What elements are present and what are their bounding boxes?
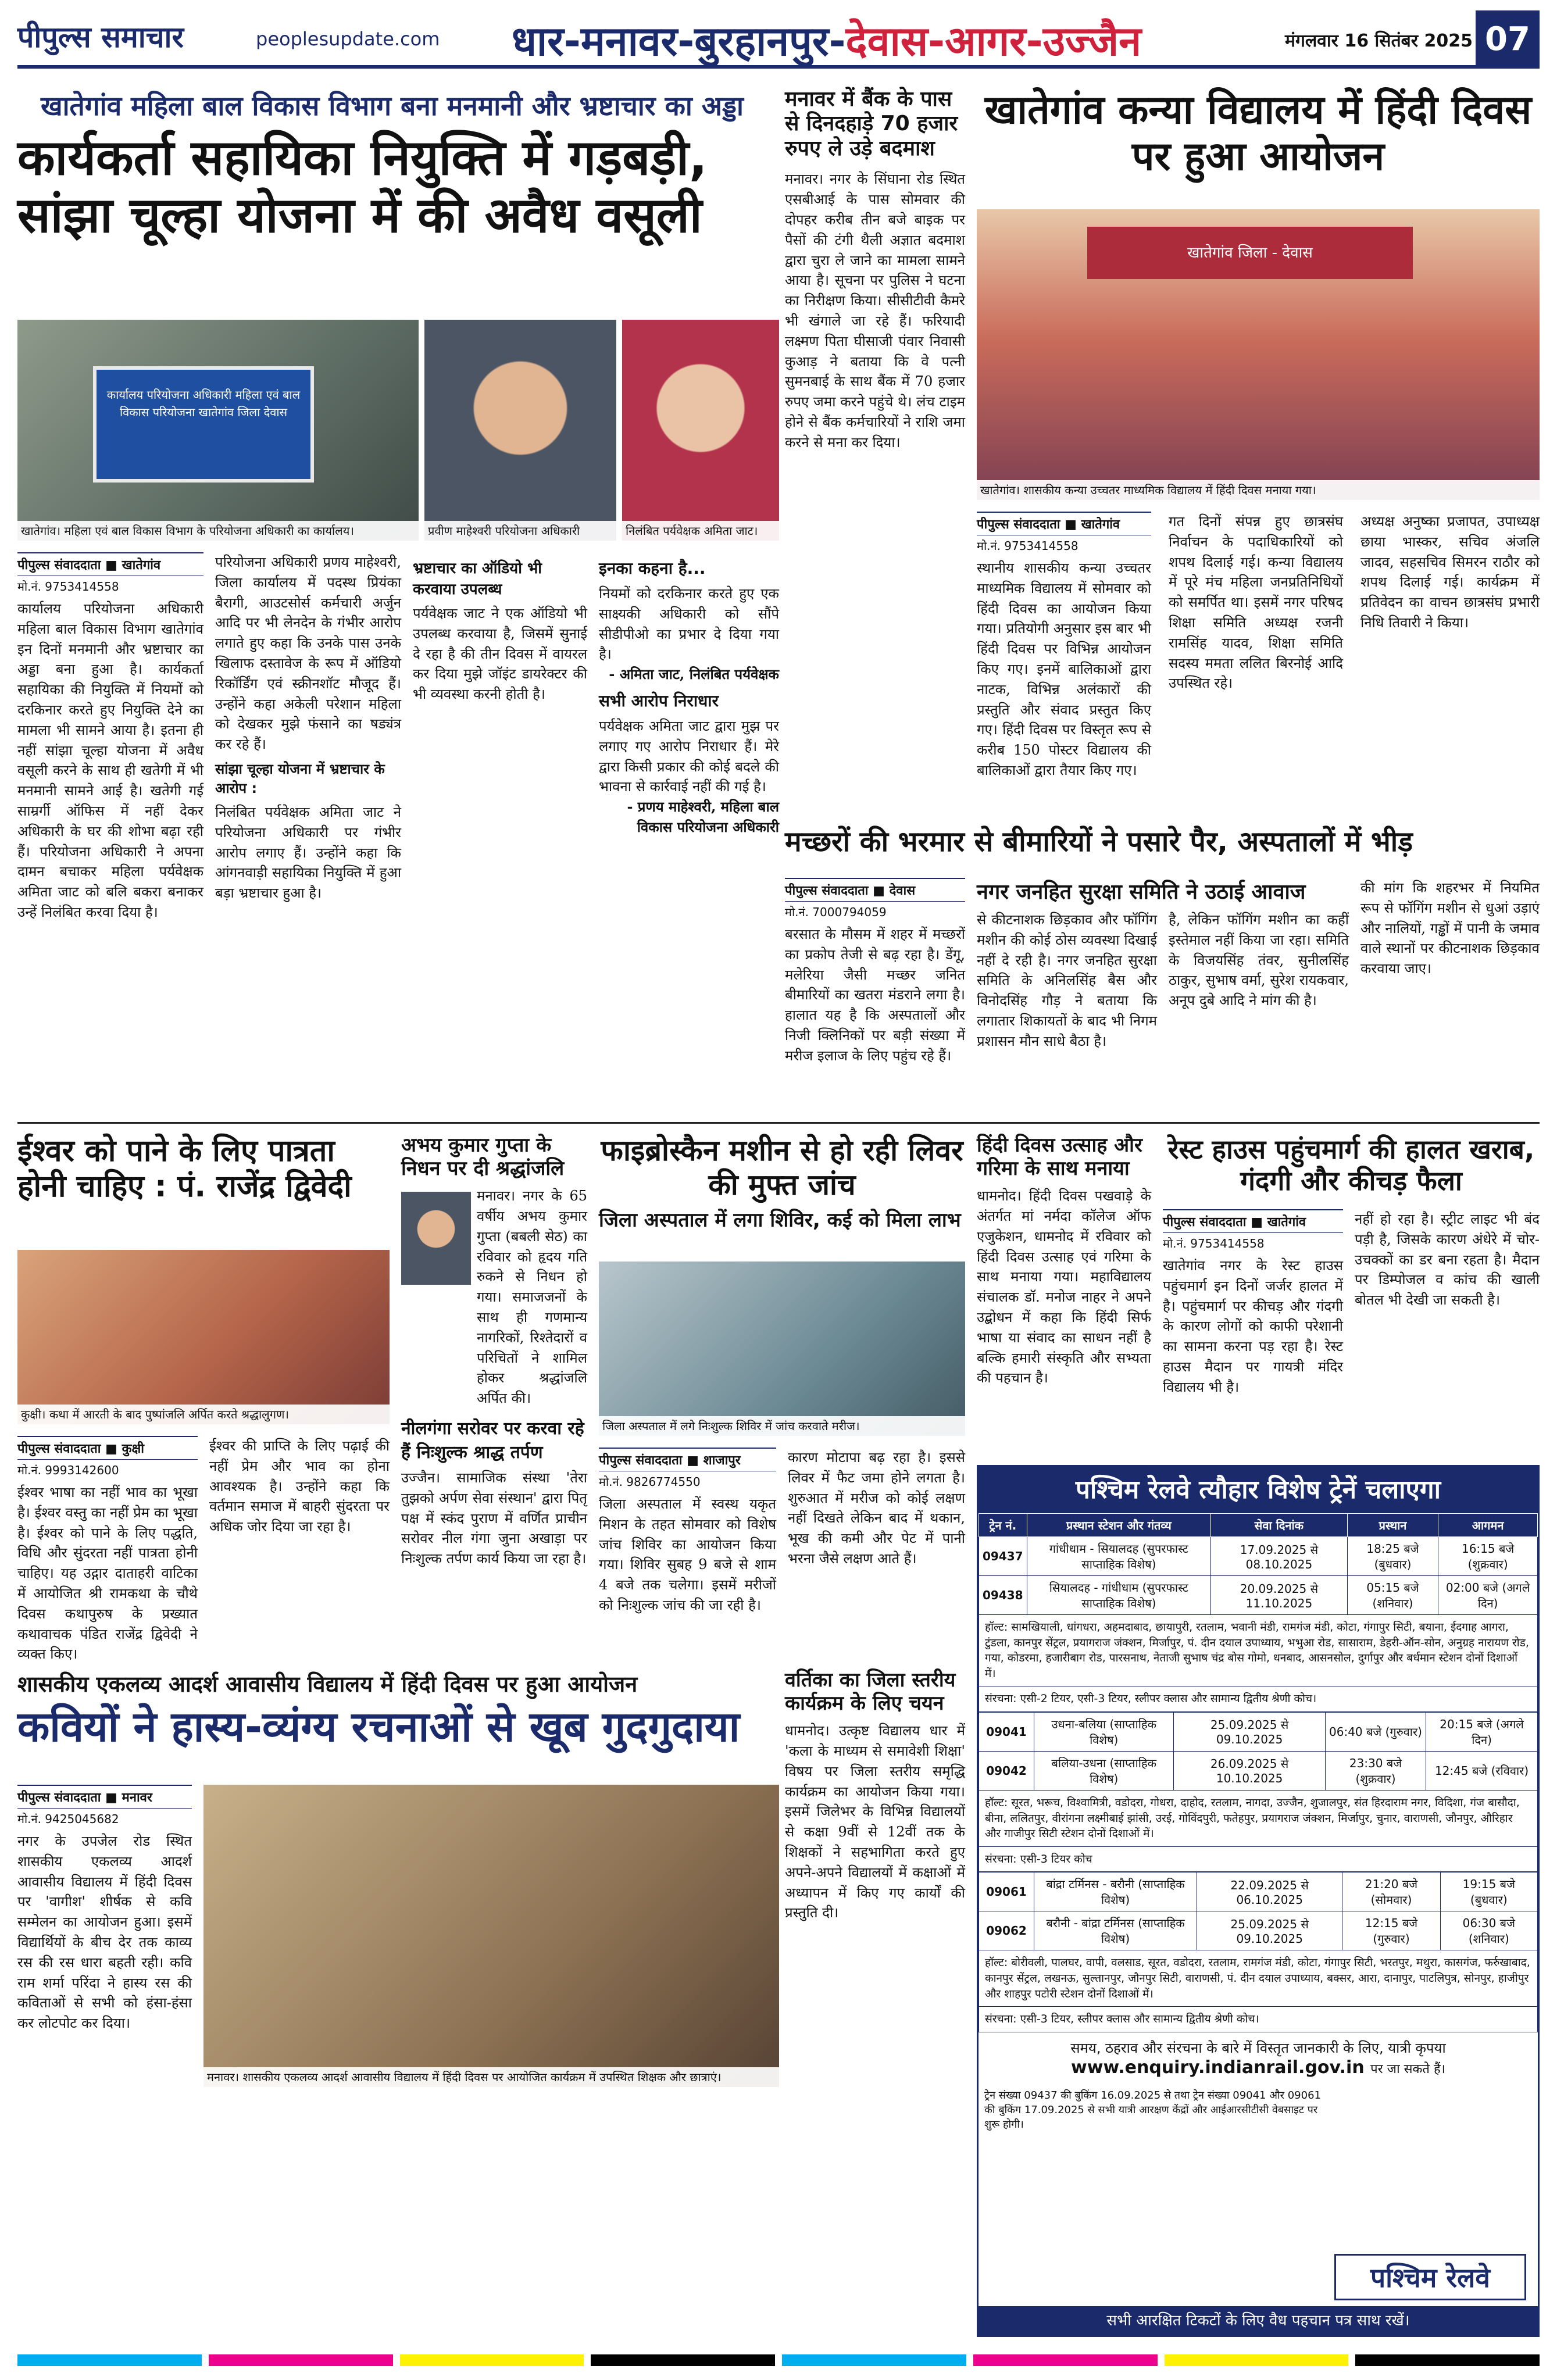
- story1-body1: कार्यालय परियोजना अधिकारी महिला बाल विकास विभाग खातेगांव इन दिनों मनमानी और भ्रष्टाचार का अड्डा बना हुआ है। कार्यकर्ता सहायिका की नियुक्ति में नियमों को दरकिनार करते हुए नियुक्ति देने का मामला भी सामने आया है। इतना ही नहीं सांझा चूल्हा योजना में अवैध वसूली करने के साथ ही खतेगी में भी मनमानी सामने आई है। खतेगी गई साम्रर्गी ऑफिस में नहीं देकर अधिकारी के घर की शोभा बढ़ा रही हैं। परियोजना अधिकारी ने अपना दामन बचाकर महिला पर्यवेक्षक अमिता जाट को बलि बकरा बनाकर उन्हें निलंबित करवा दिया है।: [17, 601, 203, 920]
- train-dates: 25.09.2025 से 09.10.2025: [1174, 1712, 1325, 1751]
- story1-body2: परियोजना अधिकारी प्रणय माहेश्वरी, जिला कार्यालय में पदस्थ प्रियंका बैरागी, आउटसोर्स कर्मचारी अर्जुन आदि पर भी लेनदेन के गंभीर आरोप लगाते हुए कहा कि उनके पास उनके खिलाफ दस्तावेज के रूप में ऑडियो रिकॉर्डिंग एवं स्क्रीनशॉट मौजूद हैं। उन्होंने कहा अकेली परेशान महिला को देखकर मुझे फंसाने का षड्यंत्र कर रहे हैं।: [215, 554, 401, 753]
- magenta-swatch: [973, 2354, 1158, 2366]
- train-arr: 16:15 बजे (शुक्रवार): [1438, 1537, 1538, 1576]
- yellow-swatch: [1165, 2354, 1349, 2366]
- train-dates: 17.09.2025 से 08.10.2025: [1211, 1537, 1348, 1576]
- col-arrival: आगमन: [1438, 1514, 1538, 1537]
- story-vartika: [785, 1668, 965, 2349]
- story9-col2: [1355, 1209, 1540, 1448]
- story-fibroscan: [599, 1134, 965, 1657]
- train-dep: 06:40 बजे (गुरुवार): [1325, 1712, 1426, 1751]
- train-table-header: [979, 1514, 1538, 1537]
- camp-photo-caption: जिला अस्पताल में लगे निःशुल्क शिविर में जांच करवाते मरीज।: [599, 1416, 965, 1436]
- cyan-swatch: [782, 2354, 966, 2366]
- story-rest-house: [1163, 1134, 1540, 1448]
- story1-col2: [215, 552, 401, 901]
- col-departure: प्रस्थान: [1347, 1514, 1438, 1537]
- train-dates: 25.09.2025 से 09.10.2025: [1197, 1911, 1342, 1950]
- story1-col4: [599, 552, 779, 901]
- train-arr: 06:30 बजे (शनिवार): [1440, 1911, 1537, 1950]
- train-dates: 26.09.2025 से 10.10.2025: [1174, 1751, 1325, 1790]
- kavi-photo: [203, 1785, 779, 2087]
- train-no: 09042: [979, 1751, 1034, 1790]
- story2-body: मनावर। नगर के सिंघाना रोड स्थित एसबीआई के पास सोमवार की दोपहर करीब तीन बजे बाइक पर पैसों की टंगी थैली अज्ञात बदमाश द्वारा चुरा ले जाने का मामला सामने आया है। सूचना पर पुलिस ने घटना का निरीक्षण किया। सीसीटीवी कैमरे भी खंगाले जा रहे हैं। फरियादी लक्ष्मण पिता घीसाजी पंवार निवासी कुआड़ ने बताया कि वे पत्नी सुमनबाई के साथ बैंक में 70 हजार रुपए जमा करने पहुंचे थे। लंच टाइम होने से बैंक कर्मचारियों ने राशि जमा करने से मना कर दिया।: [785, 171, 965, 451]
- story11-headline: वर्तिका का जिला स्तरीय कार्यक्रम के लिए चयन: [785, 1668, 956, 1716]
- story1-quote1-by: - अमिता जाट, निलंबित पर्यवेक्षक: [609, 666, 779, 683]
- booking-note: ट्रेन संख्या 09437 की बुकिंग 16.09.2025 से तथा ट्रेन संख्या 09041 और 09061 की बुकिंग 17.09.2025 से सभी यात्री आरक्षण केंद्रों और आईआरसीटीसी वेबसाइट पर शुरू होगी।: [984, 2089, 1321, 2131]
- edition-prefix: धार-मनावर-बुरहानपुर-: [512, 17, 846, 65]
- story4-body4: की मांग कि शहरभर में नियमित रूप से फॉगिंग मशीन से धुआं उड़ाएं और नालियों, गड्ढों में पानी के जमाव वाले स्थानों पर कीटनाशक छिड़काव करवाया जाए।: [1360, 880, 1540, 977]
- story7-col2: [788, 1448, 965, 1657]
- site-url[interactable]: peoplesupdate.com: [256, 28, 440, 50]
- story1-quote1: नियमों को दरकिनार करते हुए एक साक्ष्यकी अधिकारी को सौंपे सीडीपीओ का प्रभार दे दिया गया है।: [599, 585, 779, 663]
- story3-byline: पीपुल्स संवाददाता ■ खातेगांव: [977, 512, 1151, 535]
- story9-col1: [1163, 1209, 1343, 1448]
- composition-2: संरचना: एसी-3 टियर कोच: [979, 1847, 1538, 1872]
- train-table: [979, 1513, 1538, 1615]
- story-kavi-sammelan: [17, 1668, 779, 2349]
- story7-body2: कारण मोटापा बढ़ रहा है। इससे लिवर में फैट जमा होने लगता है। शुरुआत में मरीज को कोई लक्षण नहीं दिखते लेकिन बाद में थकान, भूख की कमी और पेट में पानी भरना जैसे लक्षण आते हैं।: [788, 1449, 965, 1567]
- story6-headline: अभय कुमार गुप्ता के निधन पर दी श्रद्धांजलि: [401, 1134, 565, 1181]
- story10-kicker: शासकीय एकलव्य आदर्श आवासीय विद्यालय में हिंदी दिवस पर हुआ आयोजन: [17, 1671, 638, 1697]
- train-no: 09438: [979, 1576, 1027, 1615]
- masthead: [17, 10, 1540, 69]
- black-swatch: [591, 2354, 775, 2366]
- story6-subhead: नीलगंगा सरोवर पर करवा रहे हैं निःशुल्क श्राद्ध तर्पण: [401, 1418, 584, 1463]
- train-arr: 19:15 बजे (बुधवार): [1440, 1872, 1537, 1911]
- footer-tail: पर जा सकते हैं।: [1370, 2061, 1445, 2077]
- story5-body: ईश्वर भाषा का नहीं भाव का भूखा है। ईश्वर वस्तु का नहीं प्रेम का भूखा है। ईश्वर को पाने के लिए पद्धति, विधि और सुंदरता नहीं पात्रता होनी चाहिए। यह उद्गार दाताहरी वाटिका में आयोजित श्री रामकथा के चौथे दिवस कथापुरुष के प्रख्यात कथावाचक पंडित राजेंद्र द्विवेदी ने व्यक्त किए।: [17, 1484, 198, 1663]
- officer-photo: [424, 320, 616, 541]
- train-dep: 05:15 बजे (शनिवार): [1347, 1576, 1438, 1615]
- footer-lead: समय, ठहराव और संरचना के बारे में विस्तृत जानकारी के लिए, यात्री कृपया: [1070, 2039, 1446, 2056]
- story8-headline: हिंदी दिवस उत्साह और गरिमा के साथ मनाया: [977, 1134, 1142, 1181]
- story10-headline: कवियों ने हास्य-व्यंग्य रचनाओं से खूब गुदगुदाया: [17, 1702, 740, 1751]
- railway-ad: [977, 1465, 1540, 2337]
- railway-bottom-bar: सभी आरक्षित टिकटों के लिए वैध पहचान पत्र साथ रखें।: [979, 2306, 1538, 2335]
- story10-body: नगर के उपजेल रोड स्थित शासकीय एकलव्य आदर्श आवासीय विद्यालय में हिंदी दिवस पर 'वागीश' शीर्षक से कवि सम्मेलन का आयोजन हुआ। इसमें विद्यार्थियों के बीच देर तक काव्य रस की रस धारा बहती रही। कवि राम शर्मा परिंदा ने हास्य रस की कविताओं से सभी को हंसा-हंसा कर लोटपोट कर दिया।: [17, 1833, 192, 2032]
- story7-col1: [599, 1448, 776, 1657]
- katha-photo-caption: कुक्षी। कथा में आरती के बाद पुष्पांजलि अर्पित करते श्रद्धालुगण।: [17, 1405, 390, 1424]
- story1-subhead1: सांझा चूल्हा योजना में भ्रष्टाचार के आरोप :: [215, 760, 385, 796]
- event-photo-caption: खातेगांव। शासकीय कन्या उच्चतर माध्यमिक विद्यालय में हिंदी दिवस मनाया गया।: [977, 480, 1540, 500]
- story3-col3: [1360, 512, 1540, 814]
- magenta-swatch: [209, 2354, 393, 2366]
- story1-body4: पर्यवेक्षक जाट ने एक ऑडियो भी उपलब्ध करवाया है, जिसमें सुनाई दे रहा है की तीन दिवस में वायरल कर दिया मुझे जॉइंट डायरेक्टर की भी व्यवस्था करनी होती है।: [413, 605, 587, 703]
- story2-headline: मनावर में बैंक के पास से दिनदहाड़े 70 हजार रुपए ले उड़े बदमाश: [785, 87, 958, 160]
- black-swatch: [1355, 2354, 1540, 2366]
- story6-body: मनावर। नगर के 65 वर्षीय अभय कुमार गुप्ता (बबली सेठ) का रविवार को हृदय गति रुकने से निधन हो गया। समाजजनों के साथ ही गणमान्य नागरिकों, रिश्तेदारों व परिचितों ने शामिल होकर श्रद्धांजलि अर्पित की।: [477, 1188, 587, 1407]
- story3-headline: खातेगांव कन्या विद्यालय में हिंदी दिवस पर हुआ आयोजन: [984, 87, 1532, 180]
- story1-body3: निलंबित पर्यवेक्षक अमिता जाट ने परियोजना अधिकारी पर गंभीर आरोप लगाए हैं। उन्होंने कहा कि आंगनवाड़ी सहायिका नियुक्ति में हुआ बड़ा भ्रष्टाचार हुआ है।: [215, 803, 401, 902]
- train-arr: 12:45 बजे (रविवार): [1426, 1751, 1538, 1790]
- story9-headline: रेस्ट हाउस पहुंचमार्ग की हालत खराब, गंदगी और कीचड़ फैला: [1167, 1134, 1535, 1197]
- story1-col3: [413, 552, 587, 901]
- story10-byline: पीपुल्स संवाददाता ■ मनावर: [17, 1785, 192, 1809]
- train-no: 09041: [979, 1712, 1034, 1751]
- story10-phone: मो.नं. 9425045682: [17, 1812, 119, 1826]
- story8-body: धामनोद। हिंदी दिवस पखवाड़े के अंतर्गत मां नर्मदा कॉलेज ऑफ एजुकेशन, धामनोद में रविवार को हिंदी दिवस उत्साह एवं गरिमा के साथ मनाया गया। महाविद्यालय संचालक डॉ. मनोज नाहर ने अपने उद्बोधन में कहा कि हिंदी सिर्फ भाषा या संवाद का साधन नहीं है बल्कि हमारी संस्कृति और सभ्यता की पहचान है।: [977, 1188, 1151, 1386]
- col-train-no: ट्रेन नं.: [979, 1514, 1027, 1537]
- event-photo: [977, 209, 1540, 500]
- story5-headline: ईश्वर को पाने के लिए पात्रता होनी चाहिए : पं. राजेंद्र द्विवेदी: [17, 1134, 352, 1205]
- table-row: [979, 1751, 1538, 1790]
- story1-col1: [17, 552, 203, 920]
- story7-body: जिला अस्पताल में स्वस्थ यकृत मिशन के तहत सोमवार को विशेष जांच शिविर का आयोजन किया गया। शिविर सुबह 9 बजे से शाम 4 बजे तक चलेगा। इसमें मरीजों को निःशुल्क जांच की जा रही है।: [599, 1496, 776, 1613]
- railway-footer-text: [979, 2032, 1538, 2084]
- story7-kicker: जिला अस्पताल में लगा शिविर, कई को मिला लाभ: [599, 1209, 961, 1232]
- col-route: प्रस्थान स्टेशन और गंतव्य: [1027, 1514, 1211, 1537]
- story4-headline: मच्छरों की भरमार से बीमारियों ने पसारे पैर, अस्पतालों में भीड़: [785, 826, 1413, 858]
- composition-3: संरचना: एसी-3 टियर, स्लीपर क्लास और सामान्य द्वितीय श्रेणी कोच।: [979, 2007, 1538, 2032]
- office-photo-caption: खातेगांव। महिला एवं बाल विकास विभाग के परियोजना अधिकारी का कार्यालय।: [17, 521, 419, 541]
- story-hindi-diwas-college: [977, 1134, 1151, 1448]
- western-railway-logo: पश्चिम रेलवे: [1334, 2254, 1526, 2300]
- edition-highlight: देवास-आगर-उज्जैन: [845, 17, 1141, 65]
- table-row: [979, 1872, 1538, 1911]
- railway-ad-title: पश्चिम रेलवे त्यौहार विशेष ट्रेनें चलाएगा: [979, 1467, 1538, 1513]
- story4-body2: से कीटनाशक छिड़काव और फॉगिंग मशीन की कोई ठोस व्यवस्था दिखाई नहीं दे रही है। नगर जनहित सुरक्षा समिति के अनिलसिंह बैस और विनोदसिंह गौड़ ने बताया कि लगातार शिकायतों के बाद भी निगम प्रशासन मौन साधे बैठा है।: [977, 912, 1157, 1049]
- train-dates: 20.09.2025 से 11.10.2025: [1211, 1576, 1348, 1615]
- story5-col1: [17, 1436, 198, 1663]
- story1-quote2-by: - प्रणय माहेश्वरी, महिला बाल विकास परियोजना अधिकारी: [627, 798, 779, 835]
- story4-body: बरसात के मौसम में शहर में मच्छरों का प्रकोप तेजी से बढ़ रहा है। डेंगू, मलेरिया जैसी मच्छर जनित बीमारियों का खतरा मंडराने लगा है। हालात यह है कि अस्पतालों और निजी क्लिनिकों पर बड़ी संख्या में मरीज इलाज के लिए पहुंच रहे हैं।: [785, 926, 965, 1064]
- enquiry-link[interactable]: www.enquiry.indianrail.gov.in: [1071, 2057, 1365, 2078]
- camp-photo: [599, 1262, 965, 1436]
- train-route: बलिया-उधना (साप्ताहिक विशेष): [1034, 1751, 1174, 1790]
- story4-byline: पीपुल्स संवाददाता ■ देवास: [785, 878, 965, 902]
- office-photo: [17, 320, 419, 541]
- train-no: 09437: [979, 1537, 1027, 1576]
- table-row: [979, 1576, 1538, 1615]
- story-ram-katha: [17, 1134, 390, 1663]
- story3-col2: [1169, 512, 1343, 814]
- page-number: 07: [1476, 10, 1540, 69]
- train-no: 09061: [979, 1872, 1034, 1911]
- story5-col2: [209, 1436, 390, 1657]
- train-route: बरौनी - बांद्रा टर्मिनस (साप्ताहिक विशेष): [1034, 1911, 1197, 1950]
- train-dates: 22.09.2025 से 06.10.2025: [1197, 1872, 1342, 1911]
- train-route: सियालदह - गांधीधाम (सुपरफास्ट साप्ताहिक विशेष): [1027, 1576, 1211, 1615]
- table-row: [979, 1537, 1538, 1576]
- deceased-photo: [401, 1192, 471, 1285]
- train-dep: 21:20 बजे (सोमवार): [1342, 1872, 1440, 1911]
- story3-body: स्थानीय शासकीय कन्या उच्चतर माध्यमिक विद्यालय में सोमवार को हिंदी दिवस का आयोजन किया गया। प्रतियोगी अनुसार इस बार भी हिंदी दिवस पर विभिन्न आयोजन किए गए। इनमें बालिकाओं द्वारा नाटक, विभिन्न अलंकारों की प्रस्तुति और संवाद प्रस्तुत किए गए। हिंदी दिवस पर विस्तृत रूप से करीब 150 पोस्टर विद्यालय की बालिकाओं द्वारा तैयार किए गए।: [977, 560, 1151, 778]
- story-mosquito: [785, 826, 1540, 1116]
- train-no: 09062: [979, 1911, 1034, 1950]
- table-row: [979, 1712, 1538, 1751]
- train-arr: 02:00 बजे (अगले दिन): [1438, 1576, 1538, 1615]
- story11-body: धामनोद। उत्कृष्ट विद्यालय धार में 'कला के माध्यम से समावेशी शिक्षा' विषय पर जिला स्तरीय समृद्धि कार्यक्रम का आयोजन किया गया। इसमें जिलेभर के विभिन्न विद्यालयों से कक्षा 9वीं से 12वीं तक के शिक्षकों ने सहभागिता करते हुए अपने-अपने विद्यालयों में कक्षाओं में अध्यापन में किए गए कार्यों की प्रस्तुति दी।: [785, 1723, 965, 1921]
- issue-date: मंगलवार 16 सितंबर 2025: [1285, 31, 1473, 51]
- train-dep: 18:25 बजे (बुधवार): [1347, 1537, 1438, 1576]
- story7-phone: मो.नं. 9826774550: [599, 1475, 701, 1489]
- story1-subhead3: इनका कहना है...: [599, 559, 706, 578]
- story1-subhead4: सभी आरोप निराधार: [599, 691, 719, 710]
- edition-title: [512, 12, 1141, 67]
- story4-subhead: नगर जनहित सुरक्षा समिति ने उठाई आवाज: [977, 880, 1306, 904]
- yellow-swatch: [400, 2354, 584, 2366]
- story1-phone: मो.नं. 9753414558: [17, 580, 119, 594]
- halt-note-2: हॉल्ट: सूरत, भरूच, विश्वामित्री, वडोदरा, गोधरा, दाहोद, रतलाम, नागदा, उज्जैन, शुजालपुर, संत हिरदाराम नगर, विदिशा, गंज बासौदा, बीना, ललितपुर, वीरांगना लक्ष्मीबाई झांसी, उरई, गोविंदपुरी, फतेहपुर, प्रयागराज जंक्शन, मिर्जापुर, चुनार, वाराणसी, जौनपुर, औरिहार और गाजीपुर सिटी स्टेशन दोनों दिशाओं में।: [979, 1791, 1538, 1847]
- story5-body2: ईश्वर की प्राप्ति के लिए पढ़ाई की नहीं प्रेम और भाव का होना आवश्यक है। उन्होंने कहा कि वर्तमान समाज में बाहरी सुंदरता पर अधिक जोर दिया जा रहा है।: [209, 1438, 390, 1535]
- brand-logo: पीपुल्स समाचार: [17, 20, 184, 54]
- table-row: [979, 1911, 1538, 1950]
- story9-byline: पीपुल्स संवाददाता ■ खातेगांव: [1163, 1209, 1343, 1233]
- story9-phone: मो.नं. 9753414558: [1163, 1237, 1265, 1250]
- train-dep: 23:30 बजे (शुक्रवार): [1325, 1751, 1426, 1790]
- kavi-photo-caption: मनावर। शासकीय एकलव्य आदर्श आवासीय विद्यालय में हिंदी दिवस पर आयोजित कार्यक्रम में उपस्थित शिक्षक और छात्राएं।: [203, 2067, 779, 2087]
- story1-quote2: पर्यवेक्षक अमिता जाट द्वारा मुझ पर लगाए गए आरोप निराधार हैं। मेरे द्वारा किसी प्रकार की कोई बदले की भावना से कार्रवाई नहीं की गई है।: [599, 717, 779, 795]
- event-banner: खातेगांव जिला - देवास: [1087, 227, 1413, 279]
- story-bank-theft: [785, 87, 965, 901]
- story-tribute: [401, 1134, 587, 1657]
- col-dates: सेवा दिनांक: [1211, 1514, 1348, 1537]
- train-dep: 12:15 बजे (गुरुवार): [1342, 1911, 1440, 1950]
- story1-kicker: खातेगांव महिला बाल विकास विभाग बना मनमानी और भ्रष्टाचार का अड्डा: [41, 90, 744, 121]
- story9-body2: नहीं हो रहा है। स्ट्रीट लाइट भी बंद पड़ी है, जिसके कारण अंधेरे में चोर-उचक्कों का डर बना रहता है। मैदान पर डिम्पोजल व कांच की खाली बोतल भी देखी जा सकती है।: [1355, 1211, 1540, 1309]
- story3-body3: अध्यक्ष अनुष्का प्रजापत, उपाध्यक्ष छाया भास्कर, सचिव अंजलि जादव, सहसचिव सिमरन राठौर को शपथ दिलाई गई। कार्यक्रम में प्रतिवेदन का वाचन छात्रसंघ प्रभारी निधि तिवारी ने किया।: [1360, 513, 1540, 631]
- train-route: बांद्रा टर्मिनस - बरौनी (साप्ताहिक विशेष): [1034, 1872, 1197, 1911]
- story3-body2: गत दिनों संपन्न हुए छात्रसंघ निर्वाचन के पदाधिकारियों को शपथ दिलाई गई। कन्या विद्यालय में पूरे मंच महिला जनप्रतिनिधियों को समर्पित था। इसमें नगर परिषद शिक्षा समिति अध्यक्ष रजनी रामसिंह यादव, शिक्षा समिति सदस्य ममता ललित बिरनोई आदि उपस्थित रहे।: [1169, 513, 1343, 692]
- supervisor-photo-caption: निलंबित पर्यवेक्षक अमिता जाट।: [622, 521, 779, 541]
- story4-col2: [977, 872, 1349, 1116]
- story7-byline: पीपुल्स संवाददाता ■ शाजापुर: [599, 1448, 776, 1471]
- story7-headline: फाइब्रोस्कैन मशीन से हो रही लिवर की मुफ्त जांच: [601, 1134, 963, 1202]
- train-arr: 20:15 बजे (अगले दिन): [1426, 1712, 1538, 1751]
- katha-photo: [17, 1250, 390, 1424]
- supervisor-photo: [622, 320, 779, 541]
- train-table-3: [979, 1872, 1538, 1950]
- story1-byline: पीपुल्स संवाददाता ■ खातेगांव: [17, 552, 203, 576]
- story6-body2: उज्जैन। सामाजिक संस्था 'तेरा तुझको अर्पण सेवा संस्थान' द्वारा पितृ पक्ष में स्कंद पुराण में वर्णित प्राचीन सरोवर नील गंगा जुना अखाड़ा पर निःशुल्क तर्पण कार्य किया जा रहा है।: [401, 1469, 587, 1567]
- story3-phone: मो.नं. 9753414558: [977, 539, 1079, 553]
- story1-subhead2: भ्रष्टाचार का ऑडियो भी करवाया उपलब्ध: [413, 560, 542, 598]
- halt-note-3: हॉल्ट: बोरीवली, पालघर, वापी, वलसाड, सूरत, वडोदरा, रतलाम, रामगंज मंडी, कोटा, गंगापुर सिटी, भरतपुर, मथुरा, कासगंज, फर्रुखाबाद, कानपुर सेंट्रल, लखनऊ, सुल्तानपुर, जौनपुर सिटी, वाराणसी, पं. दीन दयाल उपाध्याय, बक्सर, आरा, दानापुर, पाटलिपुत्र, सोनपुर, हाजीपुर और शाहपुर पटोरी स्टेशन दोनों दिशाओं में।: [979, 1950, 1538, 2007]
- train-table-2: [979, 1712, 1538, 1791]
- train-route: गांधीधाम - सियालदह (सुपरफास्ट साप्ताहिक विशेष): [1027, 1537, 1211, 1576]
- composition-1: संरचना: एसी-2 टियर, एसी-3 टियर, स्लीपर क्लास और सामान्य द्वितीय श्रेणी कोच।: [979, 1686, 1538, 1712]
- office-sign: कार्यालय परियोजना अधिकारी महिला एवं बाल विकास परियोजना खातेगांव जिला देवास: [93, 366, 314, 483]
- story-hindi-diwas-kanya: [977, 87, 1540, 814]
- story3-col1: [977, 512, 1151, 814]
- halt-note-1: हॉल्ट: सामखियाली, धांगधरा, अहमदाबाद, छायापुरी, रतलाम, भवानी मंडी, रामगंज मंडी, कोटा, गंगापुर सिटी, बयाना, ईदगाह आगरा, टुंडला, कानपुर सेंट्रल, प्रयागराज जंक्शन, मिर्जापुर, पं. दीन दयाल उपाध्याय, भभुआ रोड, सासाराम, डेहरी-ऑन-सोन, अनुग्रह नारायण रोड, गया, कोडरमा, हजारीबाग रोड, पारसनाथ, नेताजी सुभाष चंद्र बोस गोमो, धनबाद, आसनसोल, दुर्गापुर और बर्धमान स्टेशन दोनों दिशाओं में।: [979, 1615, 1538, 1686]
- registration-bar: [17, 2354, 1540, 2366]
- story4-phone: मो.नं. 7000794059: [785, 905, 887, 919]
- story9-body: खातेगांव नगर के रेस्ट हाउस पहुंचमार्ग इन दिनों जर्जर हालत में है। पहुंचमार्ग पर कीचड़ और गंदगी के कारण लोगों को काफी परेशानी का सामना करना पड़ रहा है। रेस्ट हाउस मैदान पर गायत्री मंदिर विद्यालय भी है।: [1163, 1257, 1343, 1395]
- story10-col1: [17, 1785, 192, 2349]
- story4-col1: [785, 878, 965, 1116]
- story4-body3: है, लेकिन फॉगिंग मशीन का कहीं इस्तेमाल नहीं किया जा रहा। समिति के विजयसिंह तंवर, सुनीलसिंह ठाकुर, सुभाष वर्मा, सुरेश रायकवार, अनूप दुबे आदि ने मांग की है।: [1169, 912, 1349, 1009]
- section-divider: [17, 1122, 1540, 1124]
- cyan-swatch: [17, 2354, 202, 2366]
- train-route: उधना-बलिया (साप्ताहिक विशेष): [1034, 1712, 1174, 1751]
- story4-col3: [1360, 878, 1540, 1116]
- story1-headline: कार्यकर्ता सहायिका नियुक्ति में गड़बड़ी, सांझा चूल्हा योजना में की अवैध वसूली: [17, 129, 708, 244]
- story-icds-corruption: [17, 87, 779, 920]
- story5-phone: मो.नं. 9993142600: [17, 1463, 119, 1477]
- officer-photo-caption: प्रवीण माहेश्वरी परियोजना अधिकारी: [424, 521, 616, 541]
- story5-byline: पीपुल्स संवाददाता ■ कुक्षी: [17, 1436, 198, 1460]
